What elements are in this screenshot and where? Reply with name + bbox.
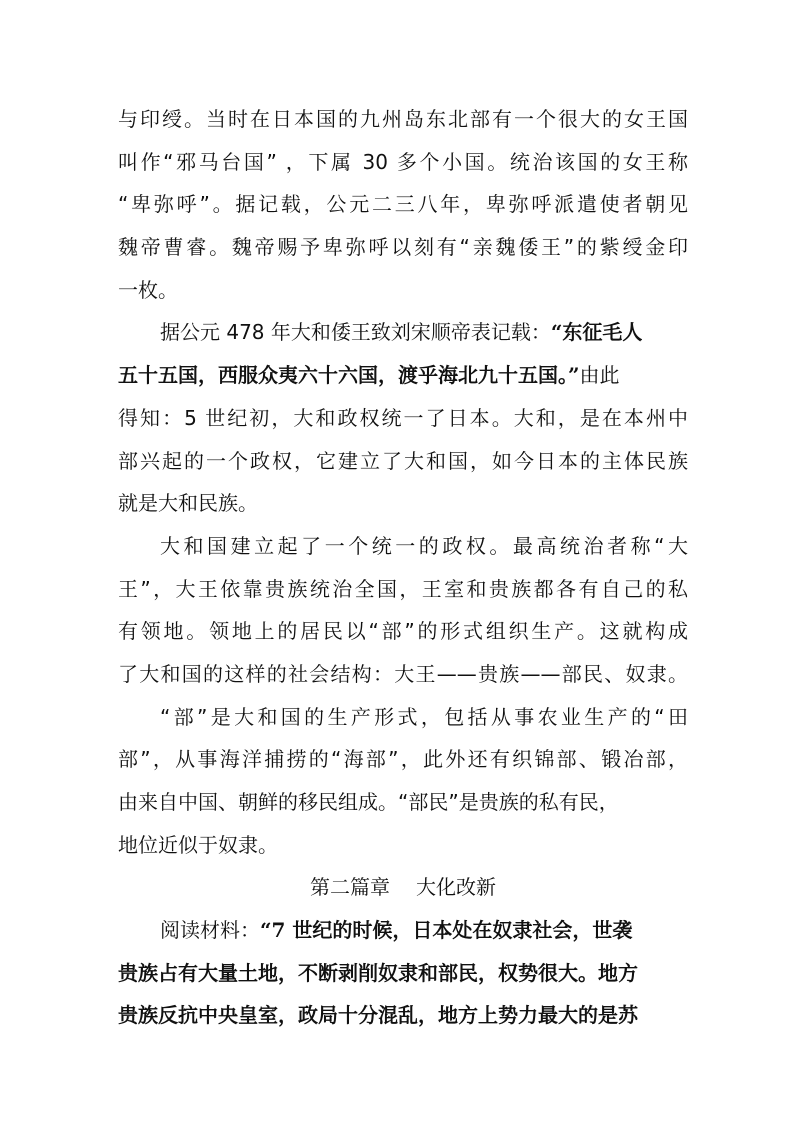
text-line: “卑弥呼”。据记载，公元二三八年，卑弥呼派遣使者朝见 [118, 192, 688, 217]
text-line [118, 311, 688, 354]
chapter-title: 大化改新 [416, 875, 496, 900]
text-line: 部”，从事海洋捕捞的“海部”，此外还有织锦部、锻冶部， [118, 747, 688, 772]
text-line: 就是大和民族。 [118, 491, 258, 516]
text-line: 叫作“邪马台国” ，下属 30 多个小国。统治该国的女王称 [118, 149, 688, 174]
text-line: 由来自中国、朝鲜的移民组成。“部民”是贵族的私有民， [118, 790, 619, 814]
text-line: “部”是大和国的生产形式，包括从事农业生产的“田 [160, 704, 688, 729]
text-line: 有领地。领地上的居民以“部”的形式组织生产。这就构成 [118, 619, 688, 644]
text-line: 得知：5 世纪初，大和政权统一了日本。大和，是在本州中 [118, 405, 688, 430]
text-line: 一枚。 [118, 277, 178, 302]
text-line: 魏帝曹睿。魏帝赐予卑弥呼以刻有“亲魏倭王”的紫绶金印 [118, 235, 688, 260]
chapter-label: 第二篇章 [310, 875, 390, 900]
text-line [118, 909, 688, 952]
quoted-text: “东征毛人 [550, 320, 643, 345]
quoted-text: “7 世纪的时候，日本处在奴隶社会，世袭 [260, 918, 633, 943]
text-line: 了大和国的这样的社会结构：大王——贵族——部民、奴隶。 [118, 661, 688, 686]
text-run: 据公元 478 年大和倭王致刘宋顺帝表记载： [160, 320, 551, 345]
text-line: 大和国建立起了一个统一的政权。最高统治者称“大 [160, 533, 688, 558]
section-heading [118, 866, 688, 909]
text-run: 由此 [579, 363, 620, 388]
text-line: 部兴起的一个政权，它建立了大和国，如今日本的主体民族 [118, 448, 688, 473]
quoted-text: 五十五国，西服众夷六十六国，渡乎海北九十五国。” [118, 363, 580, 388]
text-line: 王”，大王依靠贵族统治全国，王室和贵族都各有自己的私 [118, 576, 688, 601]
text-line [118, 354, 688, 397]
text-run: 阅读材料： [160, 918, 260, 943]
document-body [118, 98, 688, 1037]
quoted-text: 贵族反抗中央皇室，政局十分混乱，地方上势力最大的是苏 [118, 1003, 638, 1028]
quoted-text: 贵族占有大量土地，不断剥削奴隶和部民，权势很大。地方 [118, 960, 638, 985]
text-line: 与印绶。当时在日本国的九州岛东北部有一个很大的女王国 [118, 107, 688, 131]
text-line: 地位近似于奴隶。 [118, 832, 278, 857]
